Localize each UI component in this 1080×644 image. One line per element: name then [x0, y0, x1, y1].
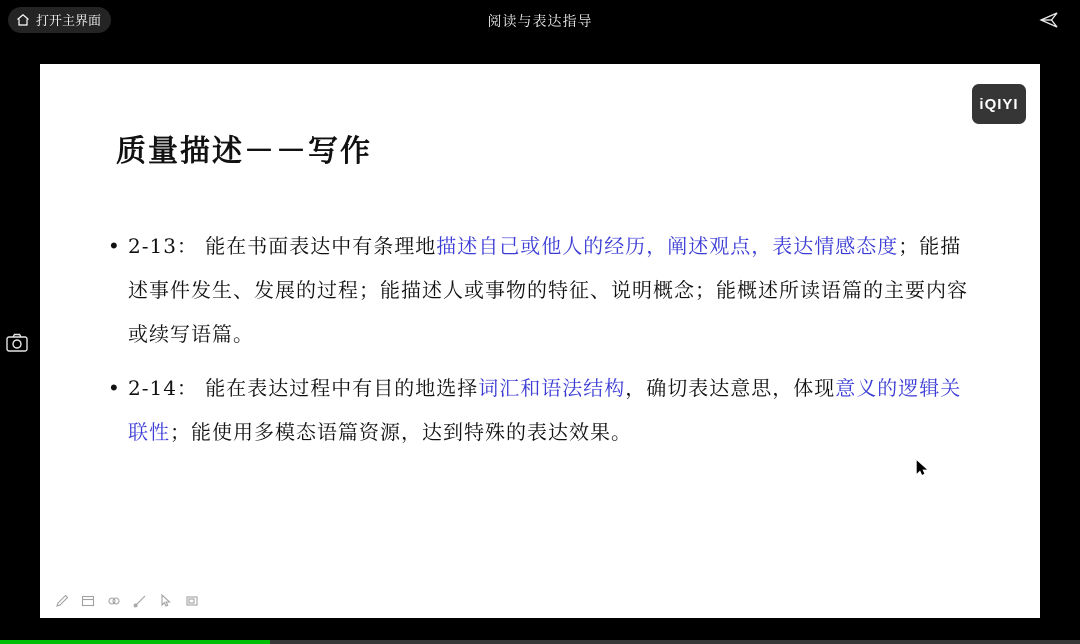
mouse-cursor	[916, 460, 928, 476]
page-title: 阅读与表达指导	[487, 13, 593, 29]
bullet-text	[128, 366, 980, 454]
bullet-segment: 能在表达过程中有目的地选择	[197, 376, 479, 400]
descriptor-code: 2-14：	[128, 376, 198, 400]
annotation-toolbar[interactable]	[48, 590, 206, 612]
bullet-list	[110, 224, 980, 464]
bullet-segment-highlight: 词汇和语法结构	[478, 376, 626, 400]
top-bar	[0, 0, 1080, 40]
open-home-label: 打开主界面	[36, 12, 102, 28]
iqiyi-watermark: iQIYI	[972, 84, 1026, 124]
bullet-segment-highlight: 意义的逻辑关联性	[128, 376, 962, 444]
note-icon[interactable]	[80, 593, 96, 609]
progress-bar[interactable]	[0, 640, 1080, 644]
list-item	[110, 366, 980, 454]
slide-heading: 质量描述－－写作	[116, 134, 372, 169]
progress-played	[0, 640, 270, 644]
slide-content[interactable]	[40, 64, 1040, 618]
pen-icon[interactable]	[54, 593, 70, 609]
send-icon[interactable]	[1038, 9, 1060, 31]
list-item	[110, 224, 980, 356]
shape-icon[interactable]	[132, 593, 148, 609]
bullet-segment: 能在书面表达中有条理地	[197, 234, 437, 258]
screenshot-icon[interactable]	[184, 593, 200, 609]
eraser-icon[interactable]	[106, 593, 122, 609]
bullet-segment: ，确切表达意思，体现	[625, 376, 836, 400]
camera-icon[interactable]	[4, 330, 30, 356]
bullet-marker: •	[110, 233, 118, 258]
bullet-segment: ；能使用多模态语篇资源，达到特殊的表达效果。	[170, 420, 632, 444]
bullet-marker: •	[110, 375, 118, 400]
bullet-text	[128, 224, 980, 356]
pointer-icon[interactable]	[158, 593, 174, 609]
descriptor-code: 2-13：	[128, 234, 198, 258]
bullet-segment: ；能描述事件发生、发展的过程；能描述人或事物的特征、说明概念；能概述所读语篇的主要内容或续写语篇。	[128, 234, 968, 346]
bullet-segment-highlight: 描述自己或他人的经历，阐述观点，表达情感态度	[436, 234, 899, 258]
